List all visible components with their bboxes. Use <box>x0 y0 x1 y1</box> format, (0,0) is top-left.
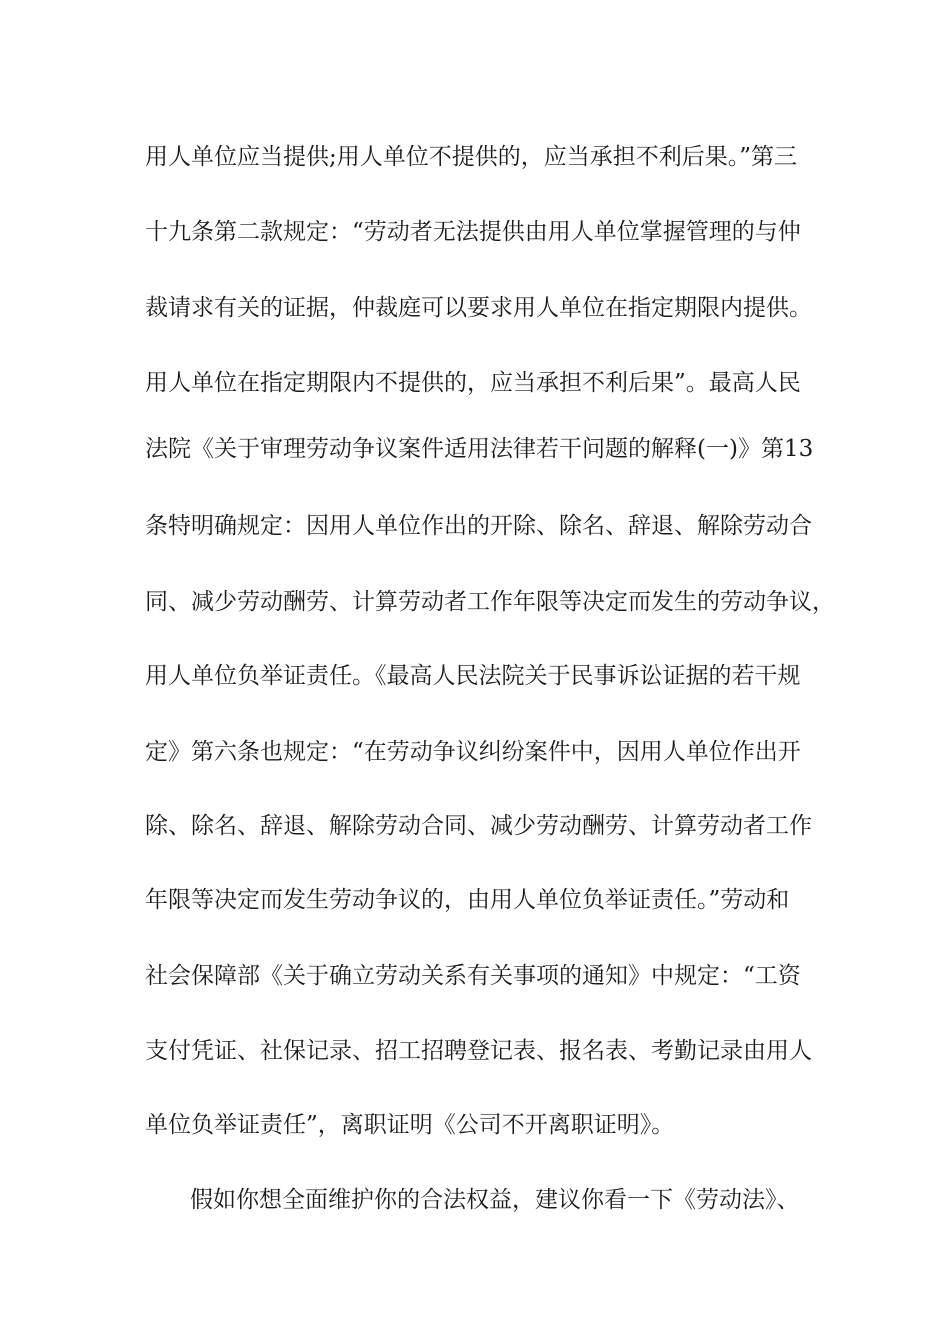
text-line: 年限等决定而发生劳动争议的，由用人单位负举证责任。”劳动和 <box>145 887 790 913</box>
text-line: 除、除名、辞退、解除劳动合同、减少劳动酬劳、计算劳动者工作 <box>145 813 812 839</box>
paragraph-first-line: 假如你想全面维护你的合法权益，建议你看一下《劳动法》、 <box>190 1187 800 1213</box>
text-line: 法院《关于审理劳动争议案件适用法律若干问题的解释(一)》第13 <box>145 436 814 462</box>
text-line: 支付凭证、社保记录、招工招聘登记表、报名表、考勤记录由用人 <box>145 1038 812 1064</box>
text-line: 用人单位在指定期限内不提供的，应当承担不利后果”。最高人民 <box>145 370 801 396</box>
text-line: 用人单位应当提供;用人单位不提供的，应当承担不利后果。”第三 <box>145 144 798 170</box>
text-line: 十九条第二款规定：“劳动者无法提供由用人单位掌握管理的与仲 <box>145 219 801 245</box>
text-line: 用人单位负举证责任。《最高人民法院关于民事诉讼证据的若干规 <box>145 663 801 689</box>
text-line: 裁请求有关的证据，仲裁庭可以要求用人单位在指定期限内提供。 <box>145 295 812 321</box>
text-line: 单位负举证责任”，离职证明《公司不开离职证明》。 <box>145 1112 675 1138</box>
text-line: 定》第六条也规定：“在劳动争议纠纷案件中，因用人单位作出开 <box>145 739 801 765</box>
text-line: 社会保障部《关于确立劳动关系有关事项的通知》中规定：“工资 <box>145 963 801 989</box>
text-line: 同、减少劳动酬劳、计算劳动者工作年限等决定而发生的劳动争议， <box>145 589 835 615</box>
text-line: 条特明确规定：因用人单位作出的开除、除名、辞退、解除劳动合 <box>145 513 812 539</box>
